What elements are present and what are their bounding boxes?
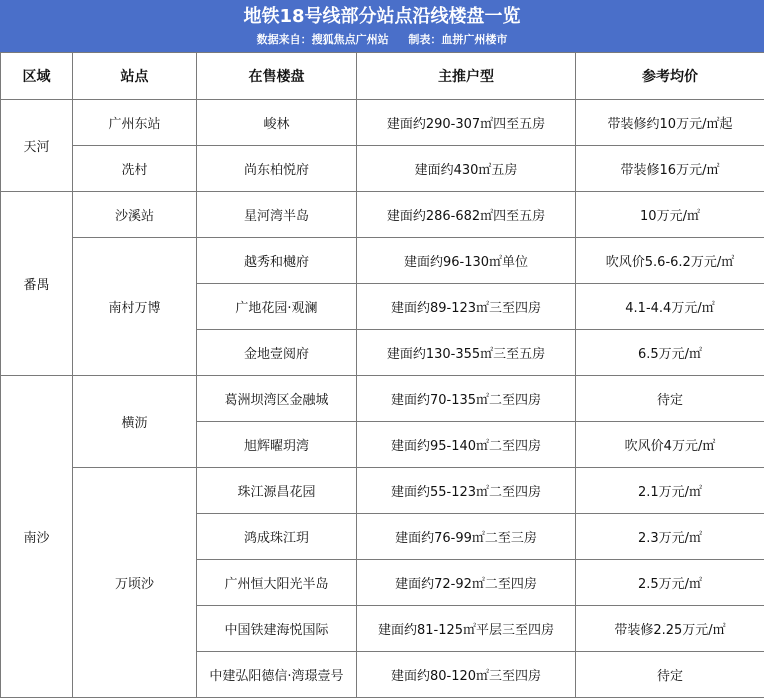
column-header-layout: 主推户型 [357,53,576,100]
layout-cell: 建面约76-99㎡二至三房 [357,514,576,560]
price-cell: 6.5万元/㎡ [576,330,764,376]
table-header-banner [0,0,764,52]
price-cell: 吹风价5.6-6.2万元/㎡ [576,238,764,284]
maker-label: 制表：血拼广州楼市 [408,33,507,46]
layout-cell: 建面约95-140㎡二至四房 [357,422,576,468]
column-header-station: 站点 [73,53,197,100]
price-cell: 2.1万元/㎡ [576,468,764,514]
layout-cell: 建面约55-123㎡二至四房 [357,468,576,514]
layout-cell: 建面约80-120㎡三至四房 [357,652,576,698]
region-cell: 番禺 [1,192,73,376]
table-row [1,100,764,146]
layout-cell: 建面约70-135㎡二至四房 [357,376,576,422]
station-cell: 万顷沙 [73,468,197,698]
column-header-price: 参考均价 [576,53,764,100]
station-cell: 横沥 [73,376,197,468]
price-cell: 待定 [576,376,764,422]
price-cell: 带装修约10万元/㎡起 [576,100,764,146]
price-cell: 2.5万元/㎡ [576,560,764,606]
price-cell: 2.3万元/㎡ [576,514,764,560]
station-cell: 沙溪站 [73,192,197,238]
project-cell: 旭辉曜玥湾 [197,422,357,468]
project-cell: 峻林 [197,100,357,146]
station-cell: 南村万博 [73,238,197,376]
project-cell: 珠江源昌花园 [197,468,357,514]
price-cell: 带装修16万元/㎡ [576,146,764,192]
price-cell: 10万元/㎡ [576,192,764,238]
header-row [1,53,764,100]
price-cell: 吹风价4万元/㎡ [576,422,764,468]
layout-cell: 建面约89-123㎡三至四房 [357,284,576,330]
project-cell: 广州恒大阳光半岛 [197,560,357,606]
project-cell: 越秀和樾府 [197,238,357,284]
page-title: 地铁18号线部分站点沿线楼盘一览 [0,6,764,28]
project-cell: 金地壹阅府 [197,330,357,376]
table-row [1,376,764,422]
region-cell: 南沙 [1,376,73,698]
project-cell: 鸿成珠江玥 [197,514,357,560]
price-cell: 待定 [576,652,764,698]
project-cell: 葛洲坝湾区金融城 [197,376,357,422]
project-cell: 尚东柏悦府 [197,146,357,192]
column-header-region: 区域 [1,53,73,100]
project-cell: 星河湾半岛 [197,192,357,238]
table-row [1,146,764,192]
region-cell: 天河 [1,100,73,192]
table-row [1,192,764,238]
column-header-project: 在售楼盘 [197,53,357,100]
layout-cell: 建面约72-92㎡二至四房 [357,560,576,606]
layout-cell: 建面约81-125㎡平层三至四房 [357,606,576,652]
layout-cell: 建面约290-307㎡四至五房 [357,100,576,146]
source-label: 数据来自：搜狐焦点广州站 [257,33,389,46]
subtitle [0,33,764,47]
table-row [1,238,764,284]
station-cell: 冼村 [73,146,197,192]
listing-table [0,52,764,698]
price-cell: 4.1-4.4万元/㎡ [576,284,764,330]
layout-cell: 建面约286-682㎡四至五房 [357,192,576,238]
project-cell: 中建弘阳德信·湾璟壹号 [197,652,357,698]
station-cell: 广州东站 [73,100,197,146]
project-cell: 中国铁建海悦国际 [197,606,357,652]
layout-cell: 建面约96-130㎡单位 [357,238,576,284]
layout-cell: 建面约430㎡五房 [357,146,576,192]
layout-cell: 建面约130-355㎡三至五房 [357,330,576,376]
price-cell: 带装修2.25万元/㎡ [576,606,764,652]
table-row [1,468,764,514]
project-cell: 广地花园·观澜 [197,284,357,330]
